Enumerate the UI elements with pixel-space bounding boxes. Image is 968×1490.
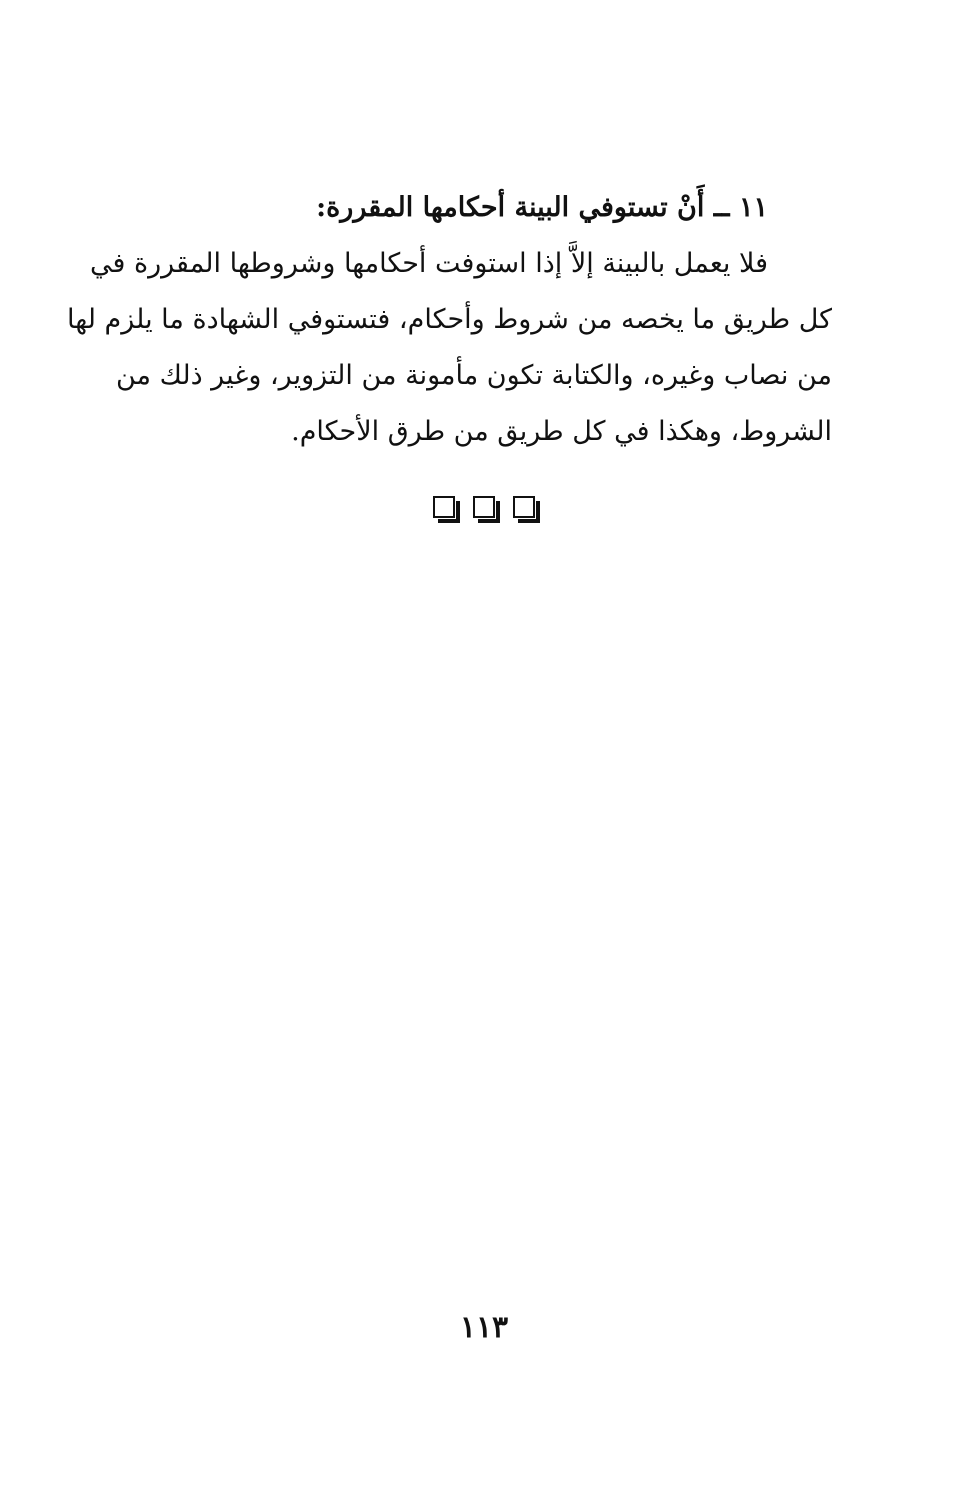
square-box-icon <box>513 496 535 518</box>
page-number: ١١٣ <box>459 1310 509 1345</box>
paragraph-line: كل طريق ما يخصه من شروط وأحكام، فتستوفي الشهادة ما يلزم لها <box>67 304 832 335</box>
section-heading: ١١ ــ أَنْ تستوفي البينة أحكامها المقررة: <box>316 192 768 223</box>
square-box-icon <box>433 496 455 518</box>
paragraph-line: الشروط، وهكذا في كل طريق من طرق الأحكام. <box>291 416 832 447</box>
square-box-icon <box>473 496 495 518</box>
section-separator <box>0 496 968 522</box>
paragraph-line: من نصاب وغيره، والكتابة تكون مأمونة من التزوير، وغير ذلك من <box>116 360 832 391</box>
paragraph-line: فلا يعمل بالبينة إلاَّ إذا استوفت أحكامها وشروطها المقررة في <box>89 248 768 279</box>
text-block <box>67 180 832 460</box>
